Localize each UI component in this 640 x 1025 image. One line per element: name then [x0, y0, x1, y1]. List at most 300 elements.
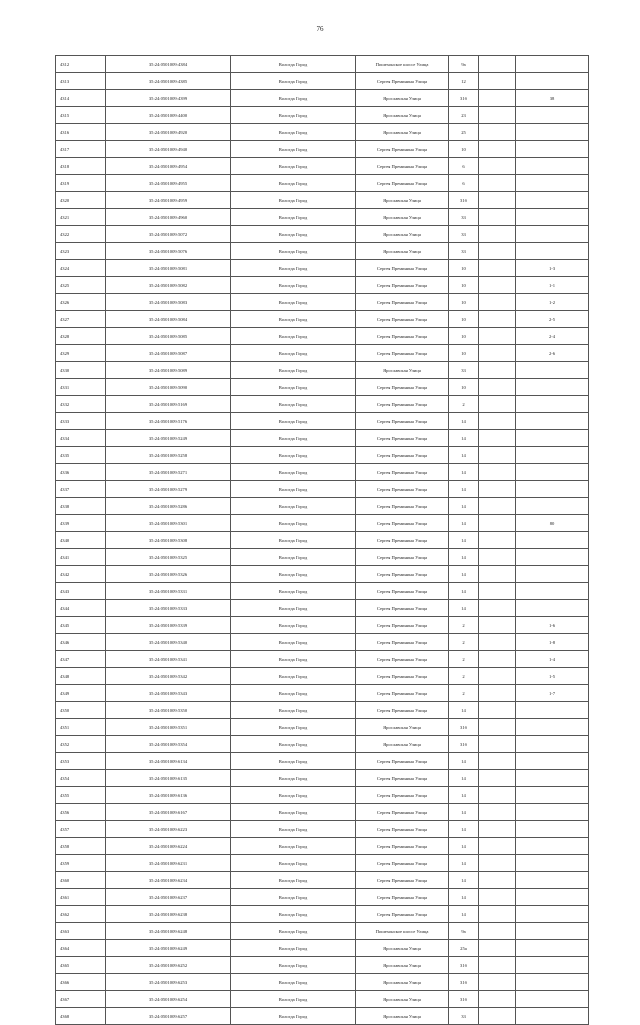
settlement-cell: Вологда Город	[231, 464, 356, 481]
cadastral-number-cell: 35:24:0501009:5082	[106, 277, 231, 294]
apartment-cell	[516, 124, 589, 141]
building-cell	[479, 889, 516, 906]
settlement-cell: Вологда Город	[231, 702, 356, 719]
cadastral-number-cell: 35:24:0501009:5087	[106, 345, 231, 362]
building-cell	[479, 362, 516, 379]
settlement-cell: Вологда Город	[231, 906, 356, 923]
house-cell: 31б	[449, 192, 479, 209]
house-cell: 2	[449, 668, 479, 685]
table-row	[56, 549, 589, 566]
apartment-cell	[516, 872, 589, 889]
row-number-cell: 4339	[56, 515, 106, 532]
settlement-cell: Вологда Город	[231, 192, 356, 209]
house-cell: 31б	[449, 957, 479, 974]
street-cell: Сергея Преминина Улица	[356, 345, 449, 362]
building-cell	[479, 736, 516, 753]
building-cell	[479, 209, 516, 226]
house-cell: 14	[449, 566, 479, 583]
table-row	[56, 804, 589, 821]
house-cell: 14	[449, 464, 479, 481]
settlement-cell: Вологда Город	[231, 481, 356, 498]
house-cell: 10	[449, 379, 479, 396]
table-row	[56, 362, 589, 379]
street-cell: Сергея Преминина Улица	[356, 175, 449, 192]
cadastral-number-cell: 35:24:0501009:6136	[106, 787, 231, 804]
house-cell: 12	[449, 73, 479, 90]
row-number-cell: 4326	[56, 294, 106, 311]
row-number-cell: 4332	[56, 396, 106, 413]
building-cell	[479, 872, 516, 889]
registry-table	[55, 55, 589, 1025]
street-cell: Сергея Преминина Улица	[356, 141, 449, 158]
settlement-cell: Вологда Город	[231, 107, 356, 124]
street-cell: Сергея Преминина Улица	[356, 906, 449, 923]
street-cell: Сергея Преминина Улица	[356, 668, 449, 685]
house-cell: 10	[449, 294, 479, 311]
apartment-cell	[516, 532, 589, 549]
settlement-cell: Вологда Город	[231, 685, 356, 702]
row-number-cell: 4352	[56, 736, 106, 753]
settlement-cell: Вологда Город	[231, 634, 356, 651]
house-cell: 14	[449, 549, 479, 566]
building-cell	[479, 56, 516, 73]
table-row	[56, 379, 589, 396]
table-row	[56, 345, 589, 362]
settlement-cell: Вологда Город	[231, 362, 356, 379]
house-cell: 33	[449, 209, 479, 226]
table-row	[56, 396, 589, 413]
house-cell: 33	[449, 226, 479, 243]
street-cell: Ярославская Улица	[356, 90, 449, 107]
table-row	[56, 991, 589, 1008]
apartment-cell	[516, 702, 589, 719]
street-cell: Сергея Преминина Улица	[356, 498, 449, 515]
row-number-cell: 4341	[56, 549, 106, 566]
street-cell: Сергея Преминина Улица	[356, 804, 449, 821]
cadastral-number-cell: 35:24:0501009:5350	[106, 702, 231, 719]
cadastral-number-cell: 35:24:0501009:4940	[106, 141, 231, 158]
apartment-cell	[516, 158, 589, 175]
cadastral-number-cell: 35:24:0501009:6248	[106, 923, 231, 940]
street-cell: Сергея Преминина Улица	[356, 549, 449, 566]
apartment-cell	[516, 141, 589, 158]
apartment-cell: 1-6	[516, 617, 589, 634]
street-cell: Сергея Преминина Улица	[356, 634, 449, 651]
row-number-cell: 4342	[56, 566, 106, 583]
house-cell: 14	[449, 481, 479, 498]
building-cell	[479, 634, 516, 651]
row-number-cell: 4333	[56, 413, 106, 430]
house-cell: 14	[449, 498, 479, 515]
street-cell: Сергея Преминина Улица	[356, 481, 449, 498]
house-cell: 33	[449, 243, 479, 260]
street-cell: Сергея Преминина Улица	[356, 464, 449, 481]
building-cell	[479, 787, 516, 804]
building-cell	[479, 617, 516, 634]
row-number-cell: 4330	[56, 362, 106, 379]
house-cell: 14	[449, 770, 479, 787]
row-number-cell: 4353	[56, 753, 106, 770]
table-row	[56, 209, 589, 226]
cadastral-number-cell: 35:24:0501009:6249	[106, 940, 231, 957]
building-cell	[479, 413, 516, 430]
row-number-cell: 4335	[56, 447, 106, 464]
street-cell: Ярославская Улица	[356, 736, 449, 753]
settlement-cell: Вологда Город	[231, 311, 356, 328]
table-row	[56, 481, 589, 498]
settlement-cell: Вологда Город	[231, 770, 356, 787]
table-row	[56, 634, 589, 651]
house-cell: 31б	[449, 719, 479, 736]
cadastral-number-cell: 35:24:0501009:6253	[106, 974, 231, 991]
table-row	[56, 260, 589, 277]
row-number-cell: 4350	[56, 702, 106, 719]
cadastral-number-cell: 35:24:0501009:6238	[106, 906, 231, 923]
street-cell: Сергея Преминина Улица	[356, 311, 449, 328]
cadastral-number-cell: 35:24:0501009:5342	[106, 668, 231, 685]
house-cell: 14	[449, 838, 479, 855]
building-cell	[479, 396, 516, 413]
table-row	[56, 838, 589, 855]
table-row	[56, 124, 589, 141]
apartment-cell: 1-3	[516, 260, 589, 277]
street-cell: Ярославская Улица	[356, 974, 449, 991]
settlement-cell: Вологда Город	[231, 124, 356, 141]
house-cell: 2	[449, 617, 479, 634]
table-row	[56, 175, 589, 192]
settlement-cell: Вологда Город	[231, 226, 356, 243]
building-cell	[479, 328, 516, 345]
row-number-cell: 4366	[56, 974, 106, 991]
table-row	[56, 753, 589, 770]
building-cell	[479, 498, 516, 515]
street-cell: Сергея Преминина Улица	[356, 600, 449, 617]
house-cell: 14	[449, 430, 479, 447]
row-number-cell: 4363	[56, 923, 106, 940]
cadastral-number-cell: 35:24:0501009:4955	[106, 175, 231, 192]
building-cell	[479, 838, 516, 855]
apartment-cell	[516, 600, 589, 617]
table-row	[56, 158, 589, 175]
apartment-cell	[516, 855, 589, 872]
settlement-cell: Вологда Город	[231, 209, 356, 226]
table-row	[56, 192, 589, 209]
building-cell	[479, 583, 516, 600]
street-cell: Ярославская Улица	[356, 226, 449, 243]
cadastral-number-cell: 35:24:0501009:4960	[106, 209, 231, 226]
row-number-cell: 4348	[56, 668, 106, 685]
apartment-cell: 80	[516, 515, 589, 532]
row-number-cell: 4313	[56, 73, 106, 90]
row-number-cell: 4358	[56, 838, 106, 855]
table-row	[56, 974, 589, 991]
street-cell: Ярославская Улица	[356, 192, 449, 209]
house-cell: 14	[449, 515, 479, 532]
house-cell: 25а	[449, 940, 479, 957]
settlement-cell: Вологда Город	[231, 991, 356, 1008]
street-cell: Ярославская Улица	[356, 940, 449, 957]
row-number-cell: 4347	[56, 651, 106, 668]
settlement-cell: Вологда Город	[231, 260, 356, 277]
settlement-cell: Вологда Город	[231, 175, 356, 192]
building-cell	[479, 226, 516, 243]
house-cell: 14	[449, 532, 479, 549]
table-row	[56, 651, 589, 668]
building-cell	[479, 107, 516, 124]
building-cell	[479, 277, 516, 294]
street-cell: Сергея Преминина Улица	[356, 379, 449, 396]
building-cell	[479, 821, 516, 838]
table-row	[56, 430, 589, 447]
house-cell: 31б	[449, 90, 479, 107]
row-number-cell: 4336	[56, 464, 106, 481]
cadastral-number-cell: 35:24:0501009:5271	[106, 464, 231, 481]
settlement-cell: Вологда Город	[231, 294, 356, 311]
table-row	[56, 56, 589, 73]
apartment-cell: 1-2	[516, 294, 589, 311]
settlement-cell: Вологда Город	[231, 243, 356, 260]
cadastral-number-cell: 35:24:0501009:5286	[106, 498, 231, 515]
apartment-cell	[516, 447, 589, 464]
building-cell	[479, 668, 516, 685]
row-number-cell: 4354	[56, 770, 106, 787]
house-cell: 14	[449, 447, 479, 464]
house-cell: 14	[449, 855, 479, 872]
table-row	[56, 957, 589, 974]
house-cell: 10	[449, 277, 479, 294]
apartment-cell	[516, 175, 589, 192]
apartment-cell	[516, 107, 589, 124]
settlement-cell: Вологда Город	[231, 923, 356, 940]
apartment-cell	[516, 73, 589, 90]
settlement-cell: Вологда Город	[231, 719, 356, 736]
building-cell	[479, 141, 516, 158]
cadastral-number-cell: 35:24:0501009:5169	[106, 396, 231, 413]
street-cell: Ярославская Улица	[356, 124, 449, 141]
building-cell	[479, 600, 516, 617]
settlement-cell: Вологда Город	[231, 872, 356, 889]
apartment-cell	[516, 56, 589, 73]
house-cell: 14	[449, 787, 479, 804]
cadastral-number-cell: 35:24:0501009:5279	[106, 481, 231, 498]
table-row	[56, 600, 589, 617]
table-row	[56, 719, 589, 736]
building-cell	[479, 702, 516, 719]
table-row	[56, 821, 589, 838]
settlement-cell: Вологда Город	[231, 90, 356, 107]
house-cell: 2	[449, 396, 479, 413]
table-row	[56, 498, 589, 515]
row-number-cell: 4322	[56, 226, 106, 243]
building-cell	[479, 73, 516, 90]
street-cell: Ярославская Улица	[356, 719, 449, 736]
table-row	[56, 770, 589, 787]
row-number-cell: 4327	[56, 311, 106, 328]
apartment-cell: 1-5	[516, 668, 589, 685]
apartment-cell	[516, 379, 589, 396]
apartment-cell	[516, 362, 589, 379]
house-cell: 2	[449, 634, 479, 651]
house-cell: 14	[449, 702, 479, 719]
building-cell	[479, 90, 516, 107]
street-cell: Сергея Преминина Улица	[356, 889, 449, 906]
apartment-cell	[516, 413, 589, 430]
settlement-cell: Вологда Город	[231, 651, 356, 668]
street-cell: Сергея Преминина Улица	[356, 277, 449, 294]
row-number-cell: 4312	[56, 56, 106, 73]
settlement-cell: Вологда Город	[231, 73, 356, 90]
row-number-cell: 4346	[56, 634, 106, 651]
row-number-cell: 4345	[56, 617, 106, 634]
row-number-cell: 4362	[56, 906, 106, 923]
settlement-cell: Вологда Город	[231, 940, 356, 957]
apartment-cell	[516, 430, 589, 447]
cadastral-number-cell: 35:24:0501009:5301	[106, 515, 231, 532]
settlement-cell: Вологда Город	[231, 396, 356, 413]
settlement-cell: Вологда Город	[231, 957, 356, 974]
street-cell: Сергея Преминина Улица	[356, 532, 449, 549]
building-cell	[479, 991, 516, 1008]
cadastral-number-cell: 35:24:0501009:6224	[106, 838, 231, 855]
cadastral-number-cell: 35:24:0501009:5176	[106, 413, 231, 430]
row-number-cell: 4315	[56, 107, 106, 124]
cadastral-number-cell: 35:24:0501009:4400	[106, 107, 231, 124]
street-cell: Сергея Преминина Улица	[356, 617, 449, 634]
building-cell	[479, 124, 516, 141]
apartment-cell	[516, 770, 589, 787]
settlement-cell: Вологда Город	[231, 141, 356, 158]
cadastral-number-cell: 35:24:0501009:5249	[106, 430, 231, 447]
building-cell	[479, 532, 516, 549]
settlement-cell: Вологда Город	[231, 532, 356, 549]
settlement-cell: Вологда Город	[231, 566, 356, 583]
settlement-cell: Вологда Город	[231, 753, 356, 770]
table-row	[56, 90, 589, 107]
house-cell: 9а	[449, 56, 479, 73]
apartment-cell	[516, 940, 589, 957]
house-cell: 10	[449, 141, 479, 158]
house-cell: 14	[449, 889, 479, 906]
street-cell: Ярославская Улица	[356, 107, 449, 124]
building-cell	[479, 294, 516, 311]
row-number-cell: 4334	[56, 430, 106, 447]
street-cell: Сергея Преминина Улица	[356, 413, 449, 430]
house-cell: 6	[449, 158, 479, 175]
apartment-cell	[516, 243, 589, 260]
cadastral-number-cell: 35:24:0501009:6254	[106, 991, 231, 1008]
building-cell	[479, 906, 516, 923]
settlement-cell: Вологда Город	[231, 56, 356, 73]
cadastral-number-cell: 35:24:0501009:5326	[106, 566, 231, 583]
row-number-cell: 4365	[56, 957, 106, 974]
row-number-cell: 4338	[56, 498, 106, 515]
building-cell	[479, 770, 516, 787]
table-row	[56, 940, 589, 957]
settlement-cell: Вологда Город	[231, 974, 356, 991]
table-row	[56, 583, 589, 600]
cadastral-number-cell: 35:24:0501009:6223	[106, 821, 231, 838]
table-row	[56, 243, 589, 260]
street-cell: Сергея Преминина Улица	[356, 787, 449, 804]
street-cell: Сергея Преминина Улица	[356, 396, 449, 413]
row-number-cell: 4357	[56, 821, 106, 838]
apartment-cell	[516, 923, 589, 940]
building-cell	[479, 158, 516, 175]
house-cell: 14	[449, 600, 479, 617]
apartment-cell	[516, 481, 589, 498]
cadastral-number-cell: 35:24:0501009:4959	[106, 192, 231, 209]
settlement-cell: Вологда Город	[231, 838, 356, 855]
settlement-cell: Вологда Город	[231, 736, 356, 753]
street-cell: Сергея Преминина Улица	[356, 447, 449, 464]
house-cell: 14	[449, 583, 479, 600]
settlement-cell: Вологда Город	[231, 617, 356, 634]
settlement-cell: Вологда Город	[231, 328, 356, 345]
house-cell: 10	[449, 328, 479, 345]
cadastral-number-cell: 35:24:0501009:4920	[106, 124, 231, 141]
house-cell: 10	[449, 311, 479, 328]
building-cell	[479, 855, 516, 872]
table-row	[56, 787, 589, 804]
row-number-cell: 4314	[56, 90, 106, 107]
table-row	[56, 685, 589, 702]
apartment-cell: 1-1	[516, 277, 589, 294]
apartment-cell	[516, 736, 589, 753]
settlement-cell: Вологда Город	[231, 345, 356, 362]
building-cell	[479, 804, 516, 821]
settlement-cell: Вологда Город	[231, 498, 356, 515]
table-row	[56, 532, 589, 549]
house-cell: 25	[449, 124, 479, 141]
settlement-cell: Вологда Город	[231, 600, 356, 617]
street-cell: Ярославская Улица	[356, 1008, 449, 1025]
house-cell: 9а	[449, 923, 479, 940]
cadastral-number-cell: 35:24:0501009:5085	[106, 328, 231, 345]
apartment-cell	[516, 464, 589, 481]
table-row	[56, 226, 589, 243]
street-cell: Сергея Преминина Улица	[356, 583, 449, 600]
house-cell: 10	[449, 260, 479, 277]
building-cell	[479, 974, 516, 991]
apartment-cell	[516, 957, 589, 974]
building-cell	[479, 549, 516, 566]
street-cell: Сергея Преминина Улица	[356, 260, 449, 277]
apartment-cell	[516, 192, 589, 209]
street-cell: Сергея Преминина Улица	[356, 770, 449, 787]
street-cell: Ярославская Улица	[356, 243, 449, 260]
settlement-cell: Вологда Город	[231, 583, 356, 600]
house-cell: 14	[449, 872, 479, 889]
settlement-cell: Вологда Город	[231, 889, 356, 906]
apartment-cell	[516, 804, 589, 821]
house-cell: 31б	[449, 991, 479, 1008]
page-number: 76	[316, 25, 324, 33]
house-cell: 23	[449, 107, 479, 124]
cadastral-number-cell: 35:24:0501009:6237	[106, 889, 231, 906]
cadastral-number-cell: 35:24:0501009:6231	[106, 855, 231, 872]
row-number-cell: 4323	[56, 243, 106, 260]
settlement-cell: Вологда Город	[231, 549, 356, 566]
cadastral-number-cell: 35:24:0501009:6257	[106, 1008, 231, 1025]
table-row	[56, 328, 589, 345]
apartment-cell	[516, 753, 589, 770]
house-cell: 14	[449, 413, 479, 430]
cadastral-number-cell: 35:24:0501009:5084	[106, 311, 231, 328]
table-row	[56, 702, 589, 719]
building-cell	[479, 685, 516, 702]
cadastral-number-cell: 35:24:0501009:5333	[106, 600, 231, 617]
apartment-cell	[516, 583, 589, 600]
